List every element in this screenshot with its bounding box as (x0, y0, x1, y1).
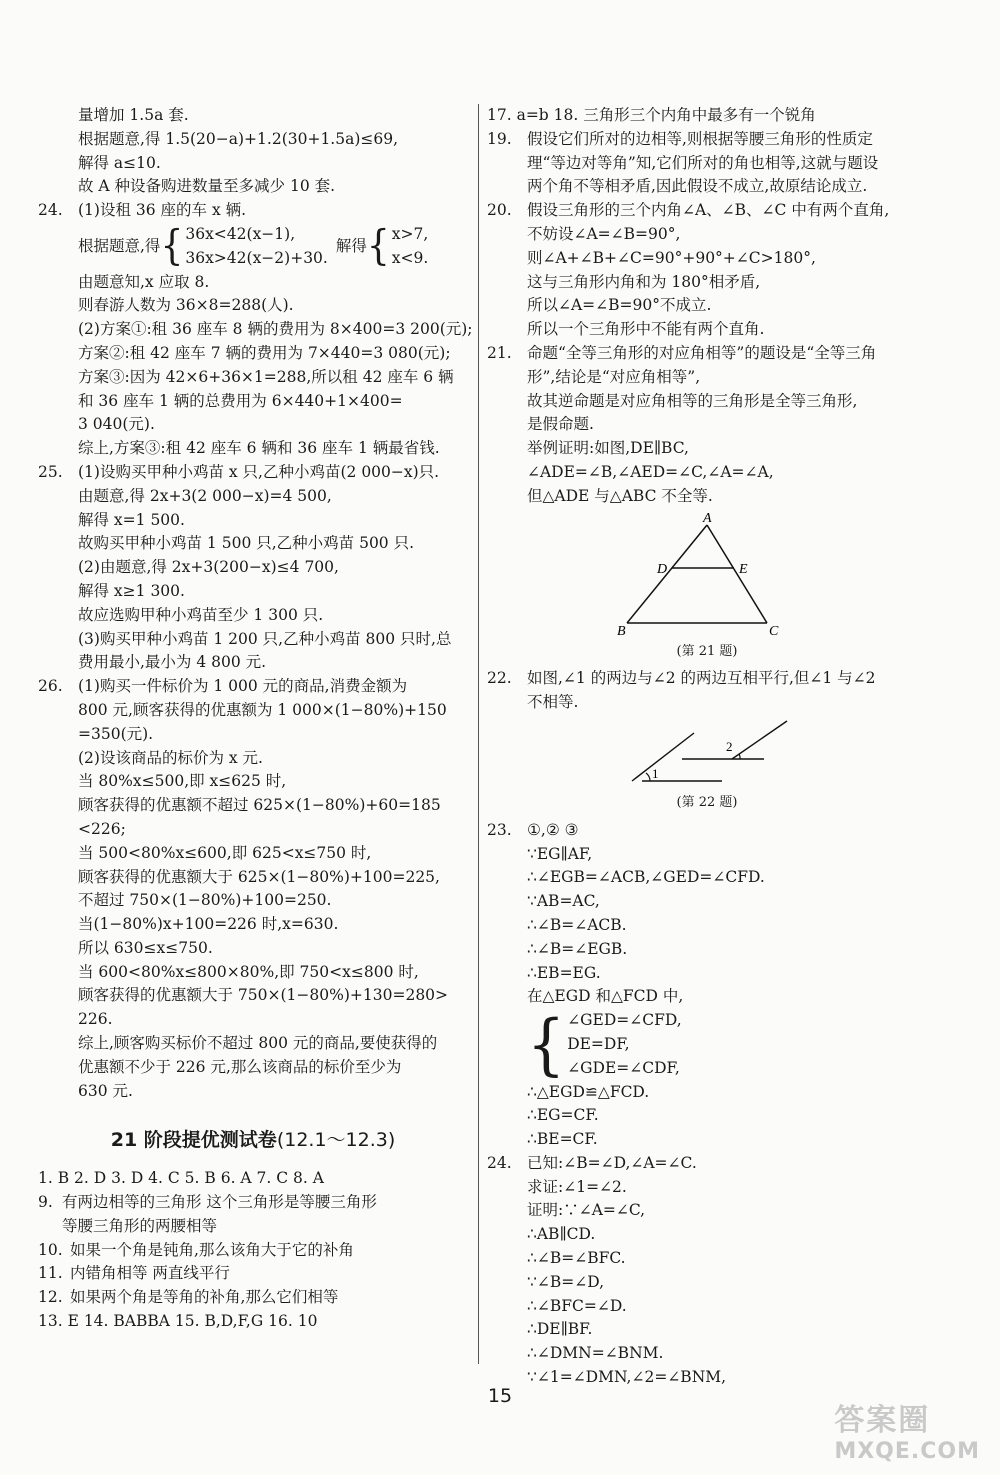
text-line: (1)设购买甲种小鸡苗 x 只,乙种小鸡苗(2 000−x)只. (78, 462, 440, 481)
text-line: 解得 x=1 500. (78, 510, 185, 529)
text-line: ∴△EGD≌△FCD. (527, 1082, 650, 1101)
text-line: 解得 a≤10. (78, 153, 161, 172)
text-line: 故应选购甲种小鸡苗至少 1 300 只. (78, 605, 324, 624)
text-line: 不相等. (527, 693, 579, 712)
text-line: 这与三角形内角和为 180°相矛盾, (527, 272, 761, 291)
equation-system (38, 223, 468, 271)
text-line: 但△ADE 与△ABC 不全等. (527, 486, 713, 505)
text-line: 顾客获得的优惠额不超过 625×(1−80%)+60=185 (78, 796, 441, 815)
text-line: 已知:∠B=∠D,∠A=∠C. (527, 1153, 697, 1172)
text-line: 800 元,顾客获得的优惠额为 1 000×(1−80%)+150 (78, 700, 447, 719)
text-line: 当(1−80%)x+100=226 时,x=630. (78, 915, 339, 934)
question-22 (487, 667, 927, 691)
triangle-diagram (617, 513, 797, 638)
question-number: 11. (38, 1264, 63, 1283)
text-line: 费用最小,最小为 4 800 元. (78, 653, 267, 672)
watermark (834, 1395, 980, 1464)
section-title-range: (12.1～12.3) (276, 1129, 396, 1152)
text-line: 举例证明:如图,DE∥BC, (527, 439, 689, 458)
text-line: 内错角相等 两直线平行 (70, 1264, 230, 1283)
question-21 (487, 342, 927, 366)
text-line: (1)购买一件标价为 1 000 元的商品,消费金额为 (78, 677, 408, 696)
text-line: 如图,∠1 的两边与∠2 的两边互相平行,但∠1 与∠2 (527, 669, 876, 688)
text-line: 量增加 1.5a 套. (78, 106, 189, 124)
text-line: (3)购买甲种小鸡苗 1 200 只,乙种小鸡苗 800 只时,总 (78, 629, 452, 648)
text-line: 假设它们所对的边相等,则根据等腰三角形的性质定 (527, 129, 873, 148)
right-column (487, 104, 927, 1390)
text-line: ①,② ③ (527, 820, 579, 839)
text-line: =350(元). (78, 724, 154, 743)
text-line: 所以 630≤x≤750. (78, 938, 213, 957)
figure-22 (487, 719, 927, 815)
question-number: 26. (38, 677, 63, 696)
text-line: 则∠A+∠B+∠C=90°+90°+∠C>180°, (527, 248, 816, 267)
point-label-c: C (769, 623, 779, 638)
question-number: 25. (38, 462, 63, 481)
brace-symbol: { (527, 1006, 566, 1084)
text-line: ∴∠B=∠BFC. (527, 1249, 626, 1268)
text-line: 理“等边对等角”知,它们所对的角也相等,这就与题设 (527, 153, 879, 172)
equation: DE=DF, (567, 1034, 630, 1053)
text-line: 解得 x≥1 300. (78, 581, 185, 600)
question-number: 22. (487, 669, 512, 688)
text-line: 不超过 750×(1−80%)+100=250. (78, 891, 332, 910)
brace-symbol: { (160, 222, 184, 270)
text-line: ∴∠EGB=∠ACB,∠GED=∠CFD. (527, 868, 765, 887)
parallel-angles-diagram (622, 719, 792, 789)
text-line: 假设三角形的三个内角∠A、∠B、∠C 中有两个直角, (527, 201, 890, 220)
angle-label-1: 1 (652, 765, 659, 781)
question-number: 10. (38, 1240, 63, 1259)
text-line: 综上,方案③:租 42 座车 6 辆和 36 座车 1 辆最省钱. (78, 439, 440, 458)
text-line: 故购买甲种小鸡苗 1 500 只,乙种小鸡苗 500 只. (78, 534, 415, 553)
question-number: 21. (487, 343, 512, 362)
point-label-d: D (657, 561, 668, 577)
text-line: ∵AB=AC, (527, 892, 600, 911)
page-number: 15 (487, 1385, 513, 1407)
congruence-conditions (487, 1006, 927, 1084)
figure-caption: (第 21 题) (676, 643, 738, 659)
text-line: 是假命题. (527, 415, 594, 434)
equation: 36x>42(x−2)+30. (185, 248, 328, 267)
question-number: 24. (38, 201, 63, 220)
question-26 (38, 675, 468, 699)
question-19 (487, 128, 927, 152)
text-line: ∴∠B=∠EGB. (527, 939, 628, 958)
text-line: (2)设该商品的标价为 x 元. (78, 748, 263, 767)
text-line: ∴EG=CF. (527, 1106, 599, 1125)
point-label-b: B (617, 623, 626, 638)
solution-lines (392, 223, 429, 271)
text-line: 如果一个角是钝角,那么该角大于它的补角 (70, 1240, 354, 1259)
text-line: 等腰三角形的两腰相等 (62, 1216, 218, 1235)
point-label-e: E (739, 561, 748, 577)
text-line: ∴EB=EG. (527, 963, 601, 982)
question-number: 12. (38, 1288, 63, 1307)
text-line: ∠ADE=∠B,∠AED=∠C,∠A=∠A, (527, 462, 774, 481)
text-line: ∴AB∥CD. (527, 1225, 596, 1244)
text-line: ∴∠B=∠ACB. (527, 915, 627, 934)
text-line: 所以∠A=∠B=90°不成立. (527, 296, 712, 315)
left-column (38, 104, 473, 1334)
text-line: 求证:∠1=∠2. (527, 1177, 627, 1196)
text-line: ∴DE∥BF. (527, 1320, 593, 1339)
text-line: 所以一个三角形中不能有两个直角. (527, 320, 765, 339)
text-line: 故 A 种设备购进数量至多减少 10 套. (78, 177, 336, 196)
text-line: ∴∠BFC=∠D. (527, 1296, 627, 1315)
question-number: 20. (487, 201, 512, 220)
text-line: <226; (78, 819, 126, 838)
answers-13-16: 13. E 14. BABBA 15. B,D,F,G 16. 10 (38, 1312, 318, 1331)
text-line: 顾客获得的优惠额大于 750×(1−80%)+130=280> (78, 986, 449, 1005)
text-line: (2)由题意,得 2x+3(200−x)≤4 700, (78, 558, 339, 577)
question-number: 19. (487, 129, 512, 148)
text-line: ∴∠DMN=∠BNM. (527, 1344, 664, 1363)
angle-label-2: 2 (726, 738, 733, 754)
section-title-main: 21 阶段提优测试卷 (110, 1129, 277, 1152)
watermark-logo: 答案圈 (834, 1403, 931, 1438)
text-line: 在△EGD 和△FCD 中, (527, 987, 684, 1006)
question-24 (38, 199, 468, 223)
section-title (38, 1129, 468, 1153)
answers-17-18: 17. a=b 18. 三角形三个内角中最多有一个锐角 (487, 106, 816, 124)
system-lines (185, 223, 328, 271)
condition-lines (567, 1009, 682, 1080)
text-line: 综上,顾客购买标价不超过 800 元的商品,要使获得的 (78, 1034, 438, 1053)
text-line: 形”,结论是“对应角相等”, (527, 367, 701, 386)
answer-10 (38, 1239, 468, 1263)
watermark-url: MXQE.COM (834, 1439, 980, 1464)
text-line: 不妨设∠A=∠B=90°, (527, 224, 681, 243)
answers-1-8: 1. B 2. D 3. D 4. C 5. B 6. A 7. C 8. A (38, 1169, 324, 1188)
answer-9 (38, 1191, 468, 1215)
text-line: ∴BE=CF. (527, 1130, 598, 1149)
text-line: 630 元. (78, 1081, 133, 1100)
text-line: 当 600<80%x≤800×80%,即 750<x≤800 时, (78, 962, 419, 981)
equation: x>7, (391, 224, 429, 243)
text-line: 当 500<80%x≤600,即 625<x≤750 时, (78, 843, 372, 862)
text-line: 命题“全等三角形的对应角相等”的题设是“全等三角 (527, 343, 877, 362)
text-line: ∵∠B=∠D, (527, 1272, 605, 1291)
question-24-right (487, 1152, 927, 1176)
text-line: 证明:∵∠A=∠C, (527, 1201, 646, 1220)
text-line: ∵EG∥AF, (527, 844, 593, 863)
text-line: 和 36 座车 1 辆的总费用为 6×440+1×400= (78, 391, 403, 410)
question-25 (38, 461, 468, 485)
point-label-a: A (703, 512, 712, 526)
text-line: 226. (78, 1010, 113, 1029)
text-line: 优惠额不少于 226 元,那么该商品的标价至少为 (78, 1057, 402, 1076)
text-line: 当 80%x≤500,即 x≤625 时, (78, 772, 287, 791)
question-23 (487, 819, 927, 843)
text-line: 如果两个角是等角的补角,那么它们相等 (70, 1288, 339, 1307)
question-number: 24. (487, 1153, 512, 1172)
text-line: 根据题意,得 (78, 236, 161, 255)
text-line: 由题意知,x 应取 8. (78, 272, 210, 291)
text-line: 故其逆命题是对应角相等的三角形是全等三角形, (527, 391, 858, 410)
text-line: 由题意,得 2x+3(2 000−x)=4 500, (78, 486, 332, 505)
answer-11 (38, 1262, 468, 1286)
text-line: 3 040(元). (78, 415, 155, 434)
question-number: 9. (38, 1193, 53, 1212)
equation: 36x<42(x−1), (185, 224, 296, 243)
text-line: 则春游人数为 36×8=288(人). (78, 296, 294, 315)
text-line: (2)方案①:租 36 座车 8 辆的费用为 8×400=3 200(元); (78, 320, 473, 339)
text-line: 根据题意,得 1.5(20−a)+1.2(30+1.5a)≤69, (78, 129, 399, 148)
brace-symbol: { (366, 222, 390, 270)
text-line: (1)设租 36 座的车 x 辆. (78, 201, 247, 220)
equation: x<9. (391, 248, 429, 267)
figure-caption: (第 22 题) (676, 794, 738, 810)
text-line: 有两边相等的三角形 这个三角形是等腰三角形 (62, 1193, 377, 1212)
equation: ∠GDE=∠CDF, (567, 1058, 680, 1077)
figure-21 (487, 513, 927, 664)
question-number: 23. (487, 820, 512, 839)
text-line: 两个角不等相矛盾,因此假设不成立,故原结论成立. (527, 177, 868, 196)
column-divider (478, 104, 479, 1364)
text-line: 解得 (335, 236, 367, 255)
text-line: ∵∠1=∠DMN,∠2=∠BNM, (527, 1368, 727, 1387)
text-line: 方案②:租 42 座车 7 辆的费用为 7×440=3 080(元); (78, 343, 451, 362)
text-line: 顾客获得的优惠额大于 625×(1−80%)+100=225, (78, 867, 440, 886)
text-line: 方案③:因为 42×6+36×1=288,所以租 42 座车 6 辆 (78, 367, 454, 386)
question-20 (487, 199, 927, 223)
answer-12 (38, 1286, 468, 1310)
equation: ∠GED=∠CFD, (567, 1011, 682, 1030)
